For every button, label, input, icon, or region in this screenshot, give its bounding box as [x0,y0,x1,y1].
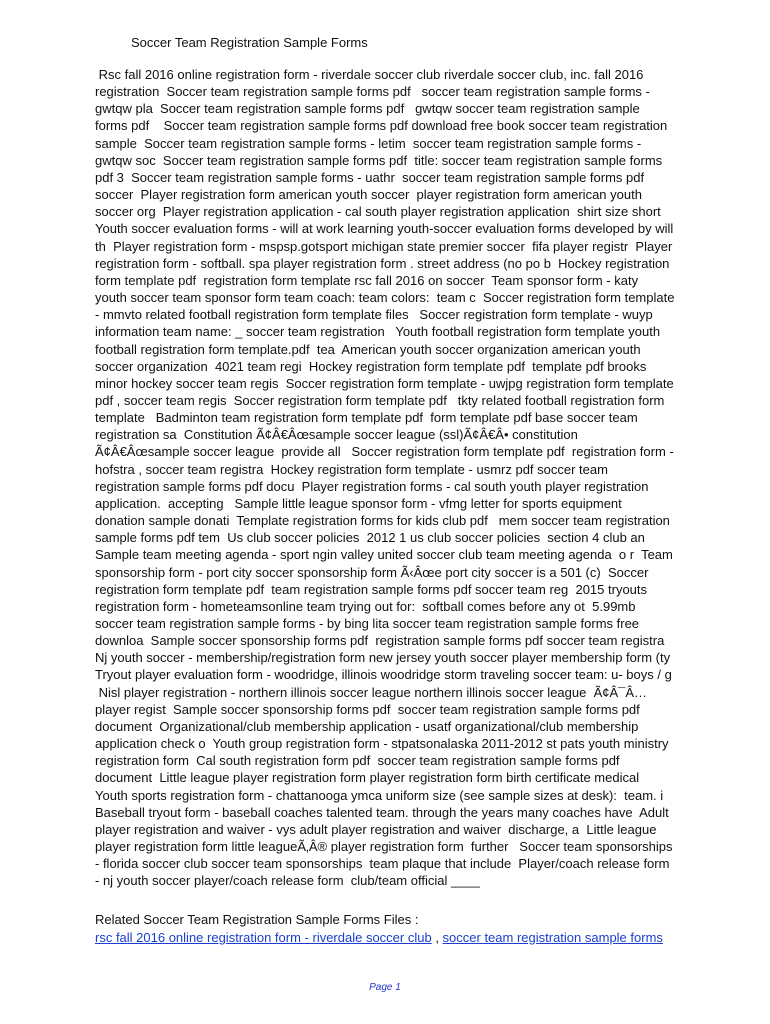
body-text-line: gwtqw pla Soccer team registration sample forms pdf gwtqw soccer team registration sample [95,101,640,117]
body-text-line: document Little league player registration form player registration form birth certificate medical [95,770,640,786]
page-title: Soccer Team Registration Sample Forms [131,35,368,50]
body-text-line: th Player registration form - mspsp.gotsport michigan state premier soccer fifa player registr Player [95,238,673,254]
body-text-line: soccer Player registration form american youth soccer player registration form american youth [95,187,642,203]
body-text-line: soccer organization 4021 team regi Hockey registration form template pdf template pdf brooks [95,358,647,374]
related-link-soccer-team-registration[interactable]: soccer team registration sample forms [442,930,663,945]
body-text-line: information team name: _ soccer team registration Youth football registration form template youth [95,324,661,340]
body-text-line: document Organizational/club membership application - usatf organizational/club membership [95,718,639,734]
body-text-line: sample Soccer team registration sample forms - letim soccer team registration sample forms - [95,135,642,151]
body-text-line: gwtqw soc Soccer team registration sample forms pdf title: soccer team registration sample forms [95,152,663,168]
body-text-line: form template pdf registration form template rsc fall 2016 on soccer Team sponsor form - katy [95,272,639,288]
body-text-line: registration form - hometeamsonline team trying out for: softball comes before any ot 5.99mb [95,598,636,614]
body-text-line: minor hockey soccer team regis Soccer registration form template - uwjpg registration form template [95,375,674,391]
body-text-line: player registration and waiver - vys adult player registration and waiver discharge, a Little league [95,821,657,837]
body-text-line: Rsc fall 2016 online registration form - riverdale soccer club riverdale soccer club, inc. fall 2016 [95,67,644,82]
related-links [95,929,663,946]
related-files-heading: Related Soccer Team Registration Sample Forms Files : [95,912,419,927]
body-text-line: Tryout player evaluation form - woodridge, illinois woodridge storm traveling soccer team: u- boys / g [95,667,672,683]
body-text-line: downloa Sample soccer sponsorship forms pdf registration sample forms pdf soccer team registra [95,633,665,649]
body-text-line: Baseball tryout form - baseball coaches talented team. through the years many coaches have Adult [95,804,669,820]
body-text-line: pdf , soccer team regis Soccer registration form template pdf tkty related football registration form [95,392,665,408]
body-text-line: registration form - softball. spa player registration form . street address (no po b Hockey registration [95,255,670,271]
body-text-line: soccer team registration sample forms - by bing lita soccer team registration sample forms free [95,616,640,631]
body-text [95,66,745,890]
body-text-line: registration form Cal south registration form pdf soccer team registration sample forms pdf [95,753,620,769]
body-text-line: registration Soccer team registration sample forms pdf soccer team registration sample forms - [95,84,650,100]
body-text-line: - nj youth soccer player/coach release form club/team official ____ [95,873,480,889]
body-text-line: Youth soccer evaluation forms - will at work learning youth-soccer evaluation forms developed by will [95,221,674,237]
body-text-line: player registration form little leagueÃ‚Â® player registration form further Soccer team sponsorships [95,839,673,855]
body-text-line: application check o Youth group registration form - stpatsonalaska 2011-2012 st pats youth ministry [95,736,669,752]
body-text-line: Nisl player registration - northern illinois soccer league northern illinois soccer league Ã¢Â¯Â… [95,684,647,700]
body-text-line: - mmvto related football registration form template files Soccer registration form template - wuyp [95,307,653,323]
body-text-line: - florida soccer club soccer team sponsorships team plaque that include Player/coach release form [95,856,670,872]
body-text-line: football registration form template.pdf tea American youth soccer organization american youth [95,341,641,357]
body-text-line: Nj youth soccer - membership/registration form new jersey youth soccer player membership form (ty [95,650,671,666]
body-text-line: sample forms pdf tem Us club soccer policies 2012 1 us club soccer policies section 4 club an [95,530,645,546]
body-text-line: sponsorship form - port city soccer sponsorship form Ã‹Âœe port city soccer is a 501 (c) Soccer [95,564,649,580]
body-text-line: forms pdf Soccer team registration sample forms pdf download free book soccer team registration [95,118,668,134]
body-text-line: Sample team meeting agenda - sport ngin valley united soccer club team meeting agenda o r Team [95,547,673,563]
body-text-line: hofstra , soccer team registra Hockey registration form template - usmrz pdf soccer team [95,461,608,477]
body-text-line: registration sa Constitution Ã¢Â€Âœsample soccer league (ssl)Ã¢Â€Â• constitution [95,427,578,443]
body-text-line: application. accepting Sample little league sponsor form - vfmg letter for sports equipment [95,495,622,511]
body-text-line: Youth sports registration form - chattanooga ymca uniform size (see sample sizes at desk): team. i [95,787,664,803]
body-text-line: registration sample forms pdf docu Player registration forms - cal south youth player registration [95,478,649,494]
body-text-line: player regist Sample soccer sponsorship forms pdf soccer team registration sample forms pdf [95,701,640,717]
body-text-line: donation sample donati Template registration forms for kids club pdf mem soccer team registration [95,513,670,529]
body-text-line: youth soccer team sponsor form team coach: team colors: team c Soccer registration form template [95,290,675,306]
link-separator: , [431,930,443,945]
body-text-line: registration form template pdf team registration sample forms pdf soccer team reg 2015 tryouts [95,581,648,597]
body-text-line: Ã¢Â€Âœsample soccer league provide all Soccer registration form template pdf registration form - [95,444,674,460]
body-text-line: soccer org Player registration application - cal south player registration application shirt size short [95,204,661,220]
page-number: Page 1 [369,982,401,993]
body-text-line: template Badminton team registration form template pdf form template pdf base soccer team [95,410,638,426]
body-text-line: pdf 3 Soccer team registration sample forms - uathr soccer team registration sample forms pdf [95,169,645,185]
related-link-rsc-fall-2016[interactable]: rsc fall 2016 online registration form - riverdale soccer club [95,930,432,945]
